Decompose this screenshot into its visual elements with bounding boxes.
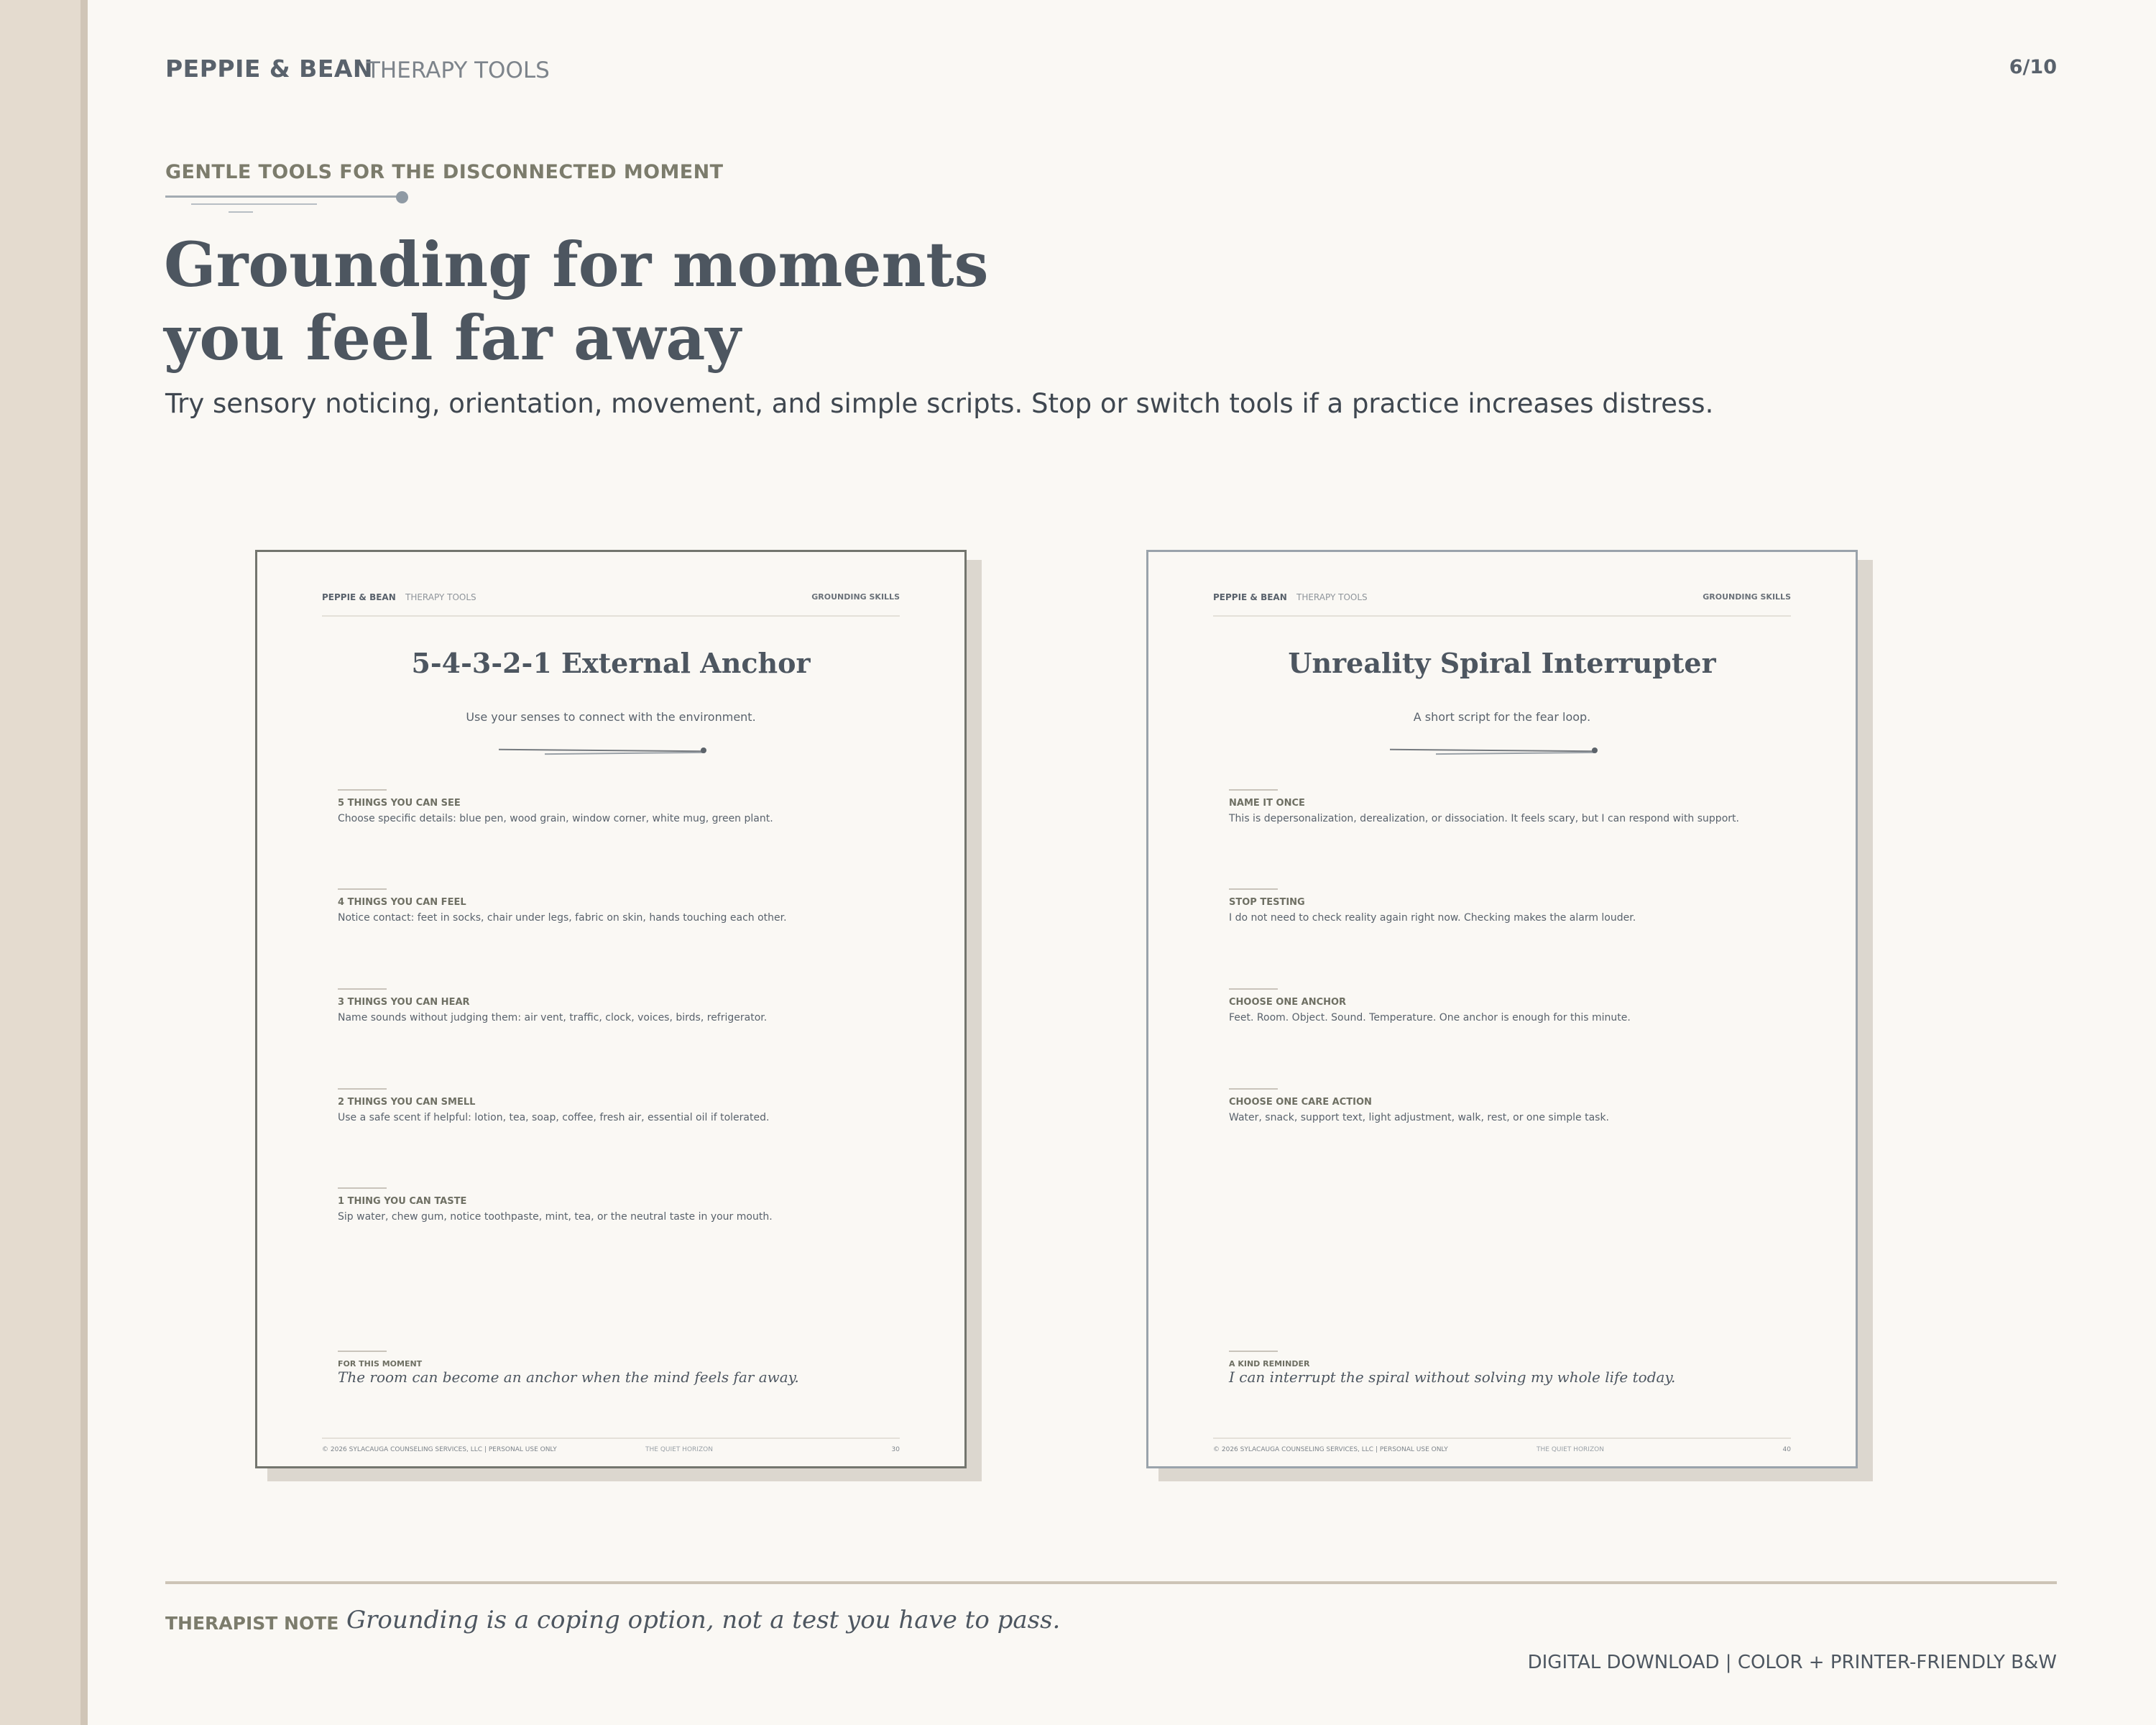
worksheet-card-spiral-interrupter[interactable] — [1146, 550, 1858, 1468]
card-title: 5-4-3-2-1 External Anchor — [411, 647, 811, 679]
moment-rule — [1229, 1351, 1278, 1352]
item-rule — [1229, 1088, 1278, 1090]
moment-rule — [338, 1351, 387, 1352]
item-label: NAME IT ONCE — [1229, 798, 1305, 809]
eyebrow-ornament-line-tiny — [229, 211, 253, 213]
item-label: CHOOSE ONE CARE ACTION — [1229, 1097, 1372, 1108]
item-text: I do not need to check reality again right now. Checking makes the alarm louder. — [1229, 912, 1636, 924]
item-rule — [1229, 988, 1278, 990]
card-footer-page-number: 30 — [891, 1446, 900, 1453]
moment-label: FOR THIS MOMENT — [338, 1359, 423, 1368]
list-item — [338, 988, 898, 1024]
card-brand-subtitle: THERAPY TOOLS — [405, 592, 476, 602]
page-subtitle: Try sensory noticing, orientation, movement, and simple scripts. Stop or switch tools if a practice increases distress. — [165, 388, 1714, 419]
list-item — [1229, 1088, 1789, 1123]
list-item — [338, 1088, 898, 1123]
item-text: Notice contact: feet in socks, chair under legs, fabric on skin, hands touching each other. — [338, 912, 787, 924]
card-footer-divider — [1213, 1438, 1791, 1439]
card-header-divider — [1213, 615, 1791, 617]
eyebrow-ornament-line — [165, 196, 402, 198]
card-title: Unreality Spiral Interrupter — [1288, 647, 1716, 679]
item-label: 1 THING YOU CAN TASTE — [338, 1196, 467, 1207]
list-item — [338, 888, 898, 924]
card-ornament-dot — [1592, 748, 1598, 753]
list-item — [1229, 789, 1789, 824]
card-section-label: GROUNDING SKILLS — [811, 592, 900, 602]
card-brand: PEPPIE & BEAN — [322, 592, 396, 602]
page-title-line-1: Grounding for moments — [164, 229, 989, 301]
card-footer-copyright: © 2026 SYLACAUGA COUNSELING SERVICES, LLC | PERSONAL USE ONLY — [322, 1446, 557, 1453]
item-text: Sip water, chew gum, notice toothpaste, mint, tea, or the neutral taste in your mouth. — [338, 1211, 773, 1223]
eyebrow-ornament-line-short — [191, 203, 317, 205]
item-text: Use a safe scent if helpful: lotion, tea, soap, coffee, fresh air, essential oil if tolerated. — [338, 1112, 770, 1123]
card-ornament-line-short — [545, 752, 703, 755]
item-text: Name sounds without judging them: air vent, traffic, clock, voices, birds, refrigerator. — [338, 1012, 768, 1024]
item-rule — [338, 888, 387, 890]
card-footer-series: THE QUIET HORIZON — [1537, 1446, 1604, 1453]
item-label: 4 THINGS YOU CAN FEEL — [338, 897, 466, 908]
therapist-note-label: THERAPIST NOTE — [165, 1613, 339, 1634]
item-rule — [338, 1187, 387, 1189]
card-subtitle: A short script for the fear loop. — [1413, 710, 1591, 724]
item-label: 3 THINGS YOU CAN HEAR — [338, 997, 470, 1008]
card-footer-divider — [322, 1438, 900, 1439]
item-text: Choose specific details: blue pen, wood grain, window corner, white mug, green plant. — [338, 813, 773, 824]
card-section-label: GROUNDING SKILLS — [1703, 592, 1791, 602]
card-footer-series: THE QUIET HORIZON — [645, 1446, 713, 1453]
moment-quote: I can interrupt the spiral without solving my whole life today. — [1229, 1368, 1676, 1386]
item-label: CHOOSE ONE ANCHOR — [1229, 997, 1347, 1008]
item-rule — [1229, 789, 1278, 791]
worksheet-card-external-anchor[interactable] — [255, 550, 967, 1468]
card-footer-page-number: 40 — [1782, 1446, 1791, 1453]
list-item — [338, 789, 898, 824]
item-label: 2 THINGS YOU CAN SMELL — [338, 1097, 476, 1108]
therapist-note-text: Grounding is a coping option, not a test you have to pass. — [346, 1606, 1061, 1634]
brand-name: PEPPIE & BEAN — [165, 55, 374, 83]
item-label: 5 THINGS YOU CAN SEE — [338, 798, 461, 809]
item-rule — [338, 1088, 387, 1090]
card-ornament-dot — [701, 748, 706, 753]
item-text: Feet. Room. Object. Sound. Temperature. One anchor is enough for this minute. — [1229, 1012, 1631, 1024]
page-title — [164, 229, 1242, 375]
download-info: DIGITAL DOWNLOAD | COLOR + PRINTER-FRIENDLY B&W — [1527, 1652, 2057, 1673]
brand-subtitle: THERAPY TOOLS — [367, 58, 550, 83]
item-rule — [338, 789, 387, 791]
moment-label: A KIND REMINDER — [1229, 1359, 1310, 1368]
list-item — [1229, 888, 1789, 924]
card-footer-copyright: © 2026 SYLACAUGA COUNSELING SERVICES, LLC | PERSONAL USE ONLY — [1213, 1446, 1448, 1453]
item-rule — [338, 988, 387, 990]
side-accent-bar — [0, 0, 80, 1725]
card-header-divider — [322, 615, 900, 617]
card-moment — [1229, 1351, 1675, 1386]
list-item — [338, 1187, 898, 1223]
item-text: Water, snack, support text, light adjustment, walk, rest, or one simple task. — [1229, 1112, 1609, 1123]
card-moment — [338, 1351, 799, 1386]
footer-divider — [165, 1581, 2057, 1584]
moment-quote: The room can become an anchor when the mind feels far away. — [338, 1368, 799, 1386]
eyebrow-ornament-dot — [396, 191, 408, 203]
card-brand: PEPPIE & BEAN — [1213, 592, 1287, 602]
card-ornament-line-short — [1436, 752, 1594, 755]
page-title-line-2: you feel far away — [164, 303, 741, 374]
side-accent-edge — [80, 0, 88, 1725]
list-item — [1229, 988, 1789, 1024]
hero-eyebrow: GENTLE TOOLS FOR THE DISCONNECTED MOMENT — [165, 161, 724, 183]
item-label: STOP TESTING — [1229, 897, 1305, 908]
card-subtitle: Use your senses to connect with the environment. — [466, 710, 756, 724]
item-rule — [1229, 888, 1278, 890]
item-text: This is depersonalization, derealization, or dissociation. It feels scary, but I can respond with support. — [1229, 813, 1739, 824]
card-brand-subtitle: THERAPY TOOLS — [1296, 592, 1368, 602]
page-indicator: 6/10 — [2009, 56, 2057, 78]
